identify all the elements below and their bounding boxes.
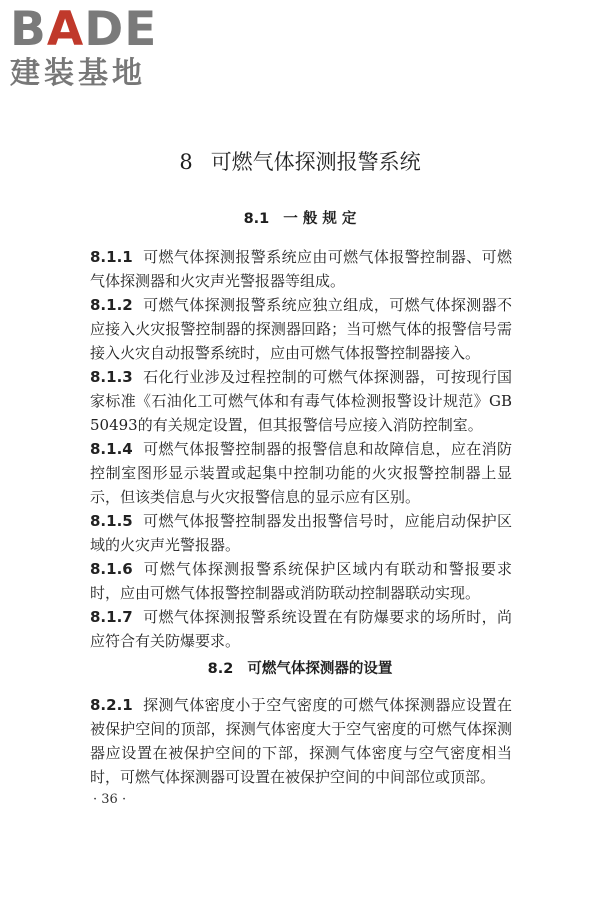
logo-letter-a: A — [46, 2, 85, 57]
clause-8-1-1 — [90, 245, 512, 293]
clause-number: 8.2.1 — [90, 696, 133, 714]
clause-text: 可燃气体探测报警系统应独立组成，可燃气体探测器不应接入火灾报警控制器的探测器回路；当可燃气体的报警信号需接入火灾自动报警系统时，应由可燃气体报警控制器接入。 — [90, 296, 512, 362]
section-number: 8.2 — [207, 661, 234, 677]
section-number: 8.1 — [243, 211, 270, 227]
clause-8-2-1 — [90, 693, 512, 789]
clause-8-1-2 — [90, 293, 512, 365]
clause-number: 8.1.5 — [90, 512, 133, 530]
logo — [10, 2, 158, 92]
clause-number: 8.1.1 — [90, 248, 133, 266]
logo-wordmark — [10, 2, 158, 57]
clause-text: 可燃气体探测报警系统应由可燃气体报警控制器、可燃气体探测器和火灾声光警报器等组成。 — [90, 248, 512, 290]
clause-number: 8.1.2 — [90, 296, 133, 314]
page-number: · 36 · — [93, 792, 127, 807]
clause-number: 8.1.7 — [90, 608, 133, 626]
clause-text: 可燃气体探测报警系统保护区域内有联动和警报要求时，应由可燃气体报警控制器或消防联动控制器联动实现。 — [90, 560, 512, 602]
clause-8-1-5 — [90, 509, 512, 557]
clause-number: 8.1.3 — [90, 368, 133, 386]
logo-subtitle: 建装基地 — [10, 56, 146, 91]
chapter-heading — [0, 147, 600, 177]
clause-text: 可燃气体报警控制器的报警信息和故障信息，应在消防控制室图形显示装置或起集中控制功能的火灾报警控制器上显示，但该类信息与火灾报警信息的显示应有区别。 — [90, 440, 512, 506]
section-title: 一 般 规 定 — [283, 211, 357, 227]
chapter-number: 8 — [179, 150, 193, 174]
clause-8-1-6 — [90, 557, 512, 605]
section-heading-8-1 — [0, 208, 600, 230]
logo-letter-b: B — [10, 2, 47, 57]
chapter-title: 可燃气体探测报警系统 — [210, 150, 421, 174]
clause-text: 石化行业涉及过程控制的可燃气体探测器，可按现行国家标准《石油化工可燃气体和有毒气体检测报警设计规范》GB 50493的有关规定设置，但其报警信号应接入消防控制室。 — [90, 368, 512, 434]
clause-number: 8.1.4 — [90, 440, 133, 458]
clause-text: 探测气体密度小于空气密度的可燃气体探测器应设置在被保护空间的顶部，探测气体密度大于空气密度的可燃气体探测器应设置在被保护空间的下部，探测气体密度与空气密度相当时，可燃气体探测器可设置在被保护空间的中间部位或顶部。 — [90, 696, 512, 786]
section-body-8-1 — [90, 245, 512, 653]
clause-text: 可燃气体探测报警系统设置在有防爆要求的场所时，尚应符合有关防爆要求。 — [90, 608, 512, 650]
clause-8-1-4 — [90, 437, 512, 509]
section-heading-8-2 — [0, 658, 600, 680]
section-body-8-2 — [90, 693, 512, 789]
clause-8-1-7 — [90, 605, 512, 653]
clause-number: 8.1.6 — [90, 560, 133, 578]
logo-letters-de: DE — [84, 2, 158, 57]
clause-text: 可燃气体报警控制器发出报警信号时，应能启动保护区域的火灾声光警报器。 — [90, 512, 512, 554]
section-title: 可燃气体探测器的设置 — [247, 661, 393, 677]
clause-8-1-3 — [90, 365, 512, 437]
